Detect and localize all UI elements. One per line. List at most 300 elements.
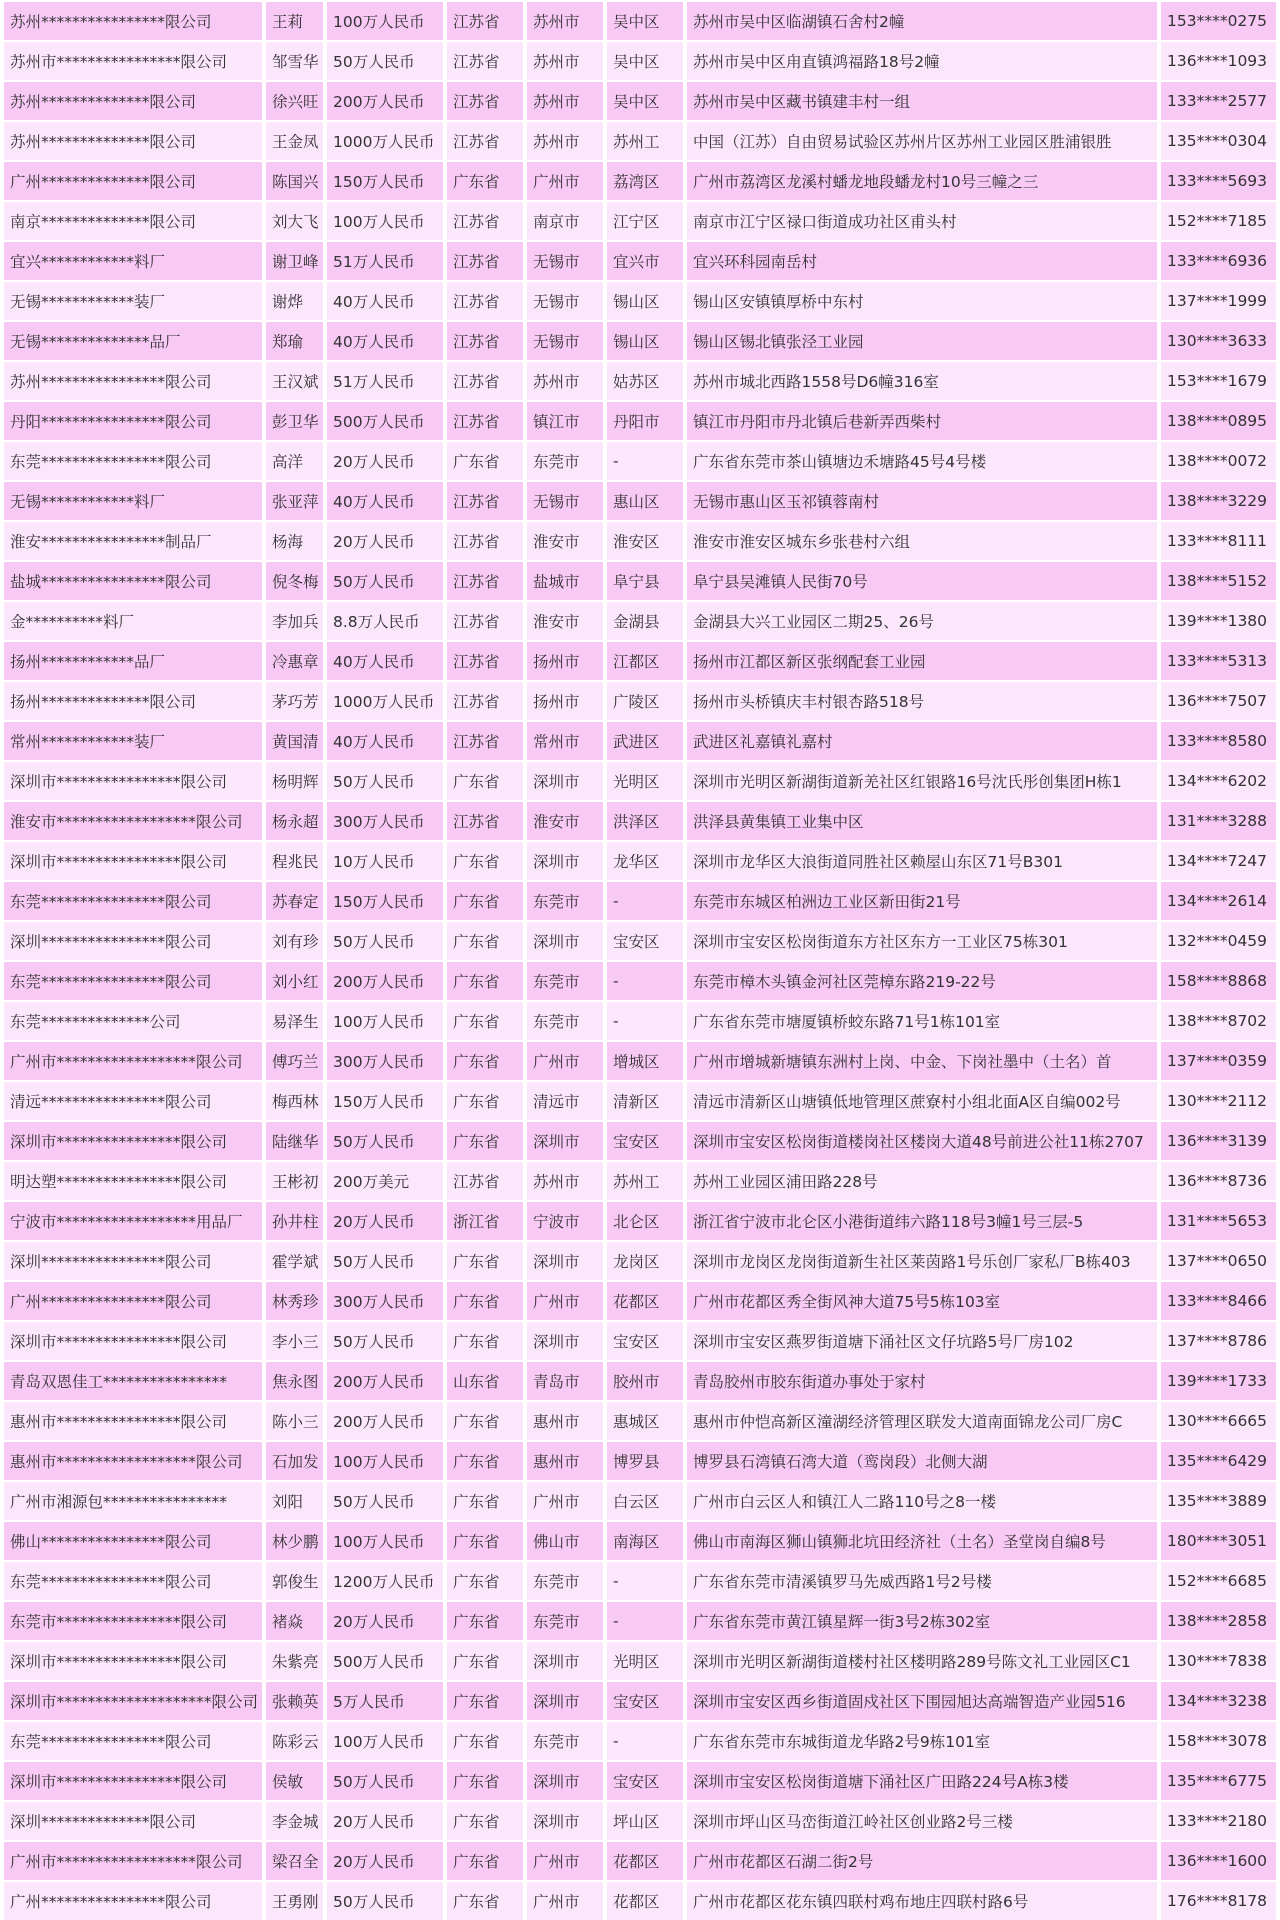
province-cell: 广东省 (447, 1442, 523, 1480)
address-cell: 淮安市淮安区城东乡张巷村六组 (687, 522, 1157, 560)
province-cell: 江苏省 (447, 322, 523, 360)
district-cell: 光明区 (607, 1642, 683, 1680)
legal-person-cell: 张亚萍 (266, 482, 323, 520)
address-cell: 广东省东莞市清溪镇罗马先威西路1号2号楼 (687, 1562, 1157, 1600)
legal-person-cell: 褚焱 (266, 1602, 323, 1640)
registered-capital-cell: 1000万人民币 (327, 682, 443, 720)
district-cell: 清新区 (607, 1082, 683, 1120)
province-cell: 江苏省 (447, 722, 523, 760)
province-cell: 广东省 (447, 1562, 523, 1600)
legal-person-cell: 王汉斌 (266, 362, 323, 400)
address-cell: 深圳市光明区新湖街道新羌社区红银路16号沈氏彤创集团H栋1 (687, 762, 1157, 800)
address-cell: 扬州市江都区新区张纲配套工业园 (687, 642, 1157, 680)
city-cell: 深圳市 (527, 922, 603, 960)
city-cell: 广州市 (527, 1882, 603, 1920)
table-row (4, 802, 1276, 840)
address-cell: 阜宁县吴滩镇人民街70号 (687, 562, 1157, 600)
province-cell: 江苏省 (447, 1162, 523, 1200)
table-row (4, 1202, 1276, 1240)
table-row (4, 1642, 1276, 1680)
table-row (4, 1722, 1276, 1760)
city-cell: 淮安市 (527, 802, 603, 840)
address-cell: 广州市增城新塘镇东洲村上岗、中金、下岗社墨中（土名）首 (687, 1042, 1157, 1080)
address-cell: 深圳市光明区新湖街道楼村社区楼明路289号陈文礼工业园区C1 (687, 1642, 1157, 1680)
legal-person-cell: 彭卫华 (266, 402, 323, 440)
province-cell: 广东省 (447, 1482, 523, 1520)
province-cell: 江苏省 (447, 682, 523, 720)
legal-person-cell: 刘有珍 (266, 922, 323, 960)
company-name-cell: 深圳市********************限公司 (4, 1682, 262, 1720)
registered-capital-cell: 1200万人民币 (327, 1562, 443, 1600)
legal-person-cell: 黄国清 (266, 722, 323, 760)
company-name-cell: 东莞**************公司 (4, 1002, 262, 1040)
company-name-cell: 苏州市****************限公司 (4, 42, 262, 80)
phone-cell: 137****1999 (1161, 282, 1276, 320)
district-cell: - (607, 1602, 683, 1640)
phone-cell: 138****5152 (1161, 562, 1276, 600)
legal-person-cell: 高洋 (266, 442, 323, 480)
phone-cell: 158****3078 (1161, 1722, 1276, 1760)
province-cell: 江苏省 (447, 642, 523, 680)
province-cell: 广东省 (447, 762, 523, 800)
registered-capital-cell: 20万人民币 (327, 1202, 443, 1240)
legal-person-cell: 石加发 (266, 1442, 323, 1480)
registered-capital-cell: 50万人民币 (327, 42, 443, 80)
district-cell: 博罗县 (607, 1442, 683, 1480)
table-row (4, 1482, 1276, 1520)
city-cell: 东莞市 (527, 442, 603, 480)
phone-cell: 131****5653 (1161, 1202, 1276, 1240)
legal-person-cell: 王莉 (266, 2, 323, 40)
company-name-cell: 深圳**************限公司 (4, 1802, 262, 1840)
table-row (4, 122, 1276, 160)
registered-capital-cell: 20万人民币 (327, 522, 443, 560)
city-cell: 苏州市 (527, 82, 603, 120)
legal-person-cell: 陈国兴 (266, 162, 323, 200)
district-cell: 增城区 (607, 1042, 683, 1080)
address-cell: 清远市清新区山塘镇低地管理区蔗寮村小组北面A区自编002号 (687, 1082, 1157, 1120)
district-cell: 宝安区 (607, 922, 683, 960)
address-cell: 惠州市仲恺高新区潼湖经济管理区联发大道南面锦龙公司厂房C (687, 1402, 1157, 1440)
address-cell: 南京市江宁区禄口街道成功社区甫头村 (687, 202, 1157, 240)
legal-person-cell: 霍学斌 (266, 1242, 323, 1280)
phone-cell: 137****0359 (1161, 1042, 1276, 1080)
table-row (4, 842, 1276, 880)
company-name-cell: 扬州**************限公司 (4, 682, 262, 720)
district-cell: 光明区 (607, 762, 683, 800)
registered-capital-cell: 40万人民币 (327, 722, 443, 760)
registered-capital-cell: 51万人民币 (327, 242, 443, 280)
table-row (4, 1602, 1276, 1640)
company-name-cell: 金**********料厂 (4, 602, 262, 640)
company-name-cell: 南京**************限公司 (4, 202, 262, 240)
city-cell: 淮安市 (527, 522, 603, 560)
phone-cell: 136****1600 (1161, 1842, 1276, 1880)
phone-cell: 152****7185 (1161, 202, 1276, 240)
registered-capital-cell: 100万人民币 (327, 1722, 443, 1760)
phone-cell: 138****8702 (1161, 1002, 1276, 1040)
phone-cell: 130****2112 (1161, 1082, 1276, 1120)
registered-capital-cell: 100万人民币 (327, 2, 443, 40)
company-name-cell: 深圳市****************限公司 (4, 1642, 262, 1680)
district-cell: 金湖县 (607, 602, 683, 640)
company-name-cell: 明达塑****************限公司 (4, 1162, 262, 1200)
province-cell: 广东省 (447, 1322, 523, 1360)
address-cell: 锡山区安镇镇厚桥中东村 (687, 282, 1157, 320)
address-cell: 深圳市龙岗区龙岗街道新生社区莱茵路1号乐创厂家私厂B栋403 (687, 1242, 1157, 1280)
registered-capital-cell: 150万人民币 (327, 882, 443, 920)
phone-cell: 135****6429 (1161, 1442, 1276, 1480)
city-cell: 扬州市 (527, 682, 603, 720)
district-cell: 惠城区 (607, 1402, 683, 1440)
phone-cell: 158****8868 (1161, 962, 1276, 1000)
address-cell: 武进区礼嘉镇礼嘉村 (687, 722, 1157, 760)
district-cell: 淮安区 (607, 522, 683, 560)
table-row (4, 1242, 1276, 1280)
province-cell: 广东省 (447, 1602, 523, 1640)
phone-cell: 152****6685 (1161, 1562, 1276, 1600)
address-cell: 宜兴环科园南岳村 (687, 242, 1157, 280)
phone-cell: 136****8736 (1161, 1162, 1276, 1200)
company-name-cell: 淮安市******************限公司 (4, 802, 262, 840)
legal-person-cell: 陆继华 (266, 1122, 323, 1160)
city-cell: 东莞市 (527, 1722, 603, 1760)
registered-capital-cell: 50万人民币 (327, 562, 443, 600)
province-cell: 广东省 (447, 1802, 523, 1840)
province-cell: 江苏省 (447, 562, 523, 600)
district-cell: 荔湾区 (607, 162, 683, 200)
phone-cell: 136****7507 (1161, 682, 1276, 720)
registered-capital-cell: 40万人民币 (327, 322, 443, 360)
city-cell: 深圳市 (527, 762, 603, 800)
legal-person-cell: 杨明辉 (266, 762, 323, 800)
table-row (4, 402, 1276, 440)
province-cell: 浙江省 (447, 1202, 523, 1240)
district-cell: 丹阳市 (607, 402, 683, 440)
company-name-cell: 深圳市****************限公司 (4, 842, 262, 880)
legal-person-cell: 刘大飞 (266, 202, 323, 240)
phone-cell: 133****8466 (1161, 1282, 1276, 1320)
city-cell: 苏州市 (527, 1162, 603, 1200)
company-name-cell: 佛山****************限公司 (4, 1522, 262, 1560)
registered-capital-cell: 5万人民币 (327, 1682, 443, 1720)
district-cell: 北仑区 (607, 1202, 683, 1240)
province-cell: 广东省 (447, 962, 523, 1000)
table-row (4, 442, 1276, 480)
company-name-cell: 丹阳****************限公司 (4, 402, 262, 440)
company-name-cell: 广州市湘源包**************** (4, 1482, 262, 1520)
legal-person-cell: 郑瑜 (266, 322, 323, 360)
table-row (4, 642, 1276, 680)
table-row (4, 242, 1276, 280)
province-cell: 广东省 (447, 1002, 523, 1040)
city-cell: 深圳市 (527, 1322, 603, 1360)
table-row (4, 1122, 1276, 1160)
province-cell: 广东省 (447, 1522, 523, 1560)
address-cell: 广东省东莞市东城街道龙华路2号9栋101室 (687, 1722, 1157, 1760)
address-cell: 锡山区锡北镇张泾工业园 (687, 322, 1157, 360)
province-cell: 广东省 (447, 1082, 523, 1120)
address-cell: 东莞市东城区柏洲边工业区新田街21号 (687, 882, 1157, 920)
legal-person-cell: 易泽生 (266, 1002, 323, 1040)
address-cell: 苏州市城北西路1558号D6幢316室 (687, 362, 1157, 400)
address-cell: 深圳市宝安区松岗街道楼岗社区楼岗大道48号前进公社11栋2707 (687, 1122, 1157, 1160)
table-row (4, 1002, 1276, 1040)
district-cell: 吴中区 (607, 42, 683, 80)
registered-capital-cell: 20万人民币 (327, 442, 443, 480)
company-name-cell: 惠州市******************限公司 (4, 1442, 262, 1480)
company-name-cell: 扬州************品厂 (4, 642, 262, 680)
city-cell: 无锡市 (527, 322, 603, 360)
city-cell: 镇江市 (527, 402, 603, 440)
address-cell: 无锡市惠山区玉祁镇蓉南村 (687, 482, 1157, 520)
registered-capital-cell: 50万人民币 (327, 922, 443, 960)
legal-person-cell: 梁召全 (266, 1842, 323, 1880)
province-cell: 广东省 (447, 1282, 523, 1320)
company-name-cell: 淮安****************制品厂 (4, 522, 262, 560)
legal-person-cell: 刘小红 (266, 962, 323, 1000)
legal-person-cell: 刘阳 (266, 1482, 323, 1520)
province-cell: 江苏省 (447, 282, 523, 320)
phone-cell: 133****2180 (1161, 1802, 1276, 1840)
address-cell: 东莞市樟木头镇金河社区莞樟东路219-22号 (687, 962, 1157, 1000)
company-name-cell: 东莞市****************限公司 (4, 1602, 262, 1640)
table-row (4, 2, 1276, 40)
address-cell: 广州市花都区秀全街风神大道75号5栋103室 (687, 1282, 1157, 1320)
company-name-cell: 深圳****************限公司 (4, 1242, 262, 1280)
registered-capital-cell: 50万人民币 (327, 1322, 443, 1360)
phone-cell: 180****3051 (1161, 1522, 1276, 1560)
district-cell: 龙岗区 (607, 1242, 683, 1280)
phone-cell: 133****5693 (1161, 162, 1276, 200)
phone-cell: 133****2577 (1161, 82, 1276, 120)
province-cell: 广东省 (447, 1402, 523, 1440)
address-cell: 洪泽县黄集镇工业集中区 (687, 802, 1157, 840)
company-name-cell: 东莞****************限公司 (4, 442, 262, 480)
phone-cell: 130****6665 (1161, 1402, 1276, 1440)
phone-cell: 135****0304 (1161, 122, 1276, 160)
company-name-cell: 东莞****************限公司 (4, 1562, 262, 1600)
district-cell: 苏州工 (607, 1162, 683, 1200)
address-cell: 苏州市吴中区甪直镇鸿福路18号2幢 (687, 42, 1157, 80)
address-cell: 扬州市头桥镇庆丰村银杏路518号 (687, 682, 1157, 720)
province-cell: 江苏省 (447, 602, 523, 640)
city-cell: 清远市 (527, 1082, 603, 1120)
address-cell: 广州市花都区石湖二街2号 (687, 1842, 1157, 1880)
registered-capital-cell: 100万人民币 (327, 1442, 443, 1480)
district-cell: - (607, 882, 683, 920)
district-cell: 坪山区 (607, 1802, 683, 1840)
address-cell: 博罗县石湾镇石湾大道（鸾岗段）北侧大湖 (687, 1442, 1157, 1480)
address-cell: 深圳市宝安区松岗街道东方社区东方一工业区75栋301 (687, 922, 1157, 960)
district-cell: 宝安区 (607, 1682, 683, 1720)
province-cell: 广东省 (447, 842, 523, 880)
company-name-cell: 深圳市****************限公司 (4, 1762, 262, 1800)
registered-capital-cell: 8.8万人民币 (327, 602, 443, 640)
company-name-cell: 苏州****************限公司 (4, 2, 262, 40)
phone-cell: 133****6936 (1161, 242, 1276, 280)
legal-person-cell: 陈彩云 (266, 1722, 323, 1760)
registered-capital-cell: 50万人民币 (327, 1242, 443, 1280)
district-cell: 吴中区 (607, 82, 683, 120)
district-cell: 姑苏区 (607, 362, 683, 400)
district-cell: 洪泽区 (607, 802, 683, 840)
company-name-cell: 清远****************限公司 (4, 1082, 262, 1120)
phone-cell: 139****1733 (1161, 1362, 1276, 1400)
address-cell: 浙江省宁波市北仑区小港街道纬六路118号3幢1号三层-5 (687, 1202, 1157, 1240)
registered-capital-cell: 40万人民币 (327, 642, 443, 680)
company-name-cell: 宁波市******************用品厂 (4, 1202, 262, 1240)
address-cell: 青岛胶州市胶东街道办事处于家村 (687, 1362, 1157, 1400)
phone-cell: 135****6775 (1161, 1762, 1276, 1800)
legal-person-cell: 朱紫亮 (266, 1642, 323, 1680)
registered-capital-cell: 10万人民币 (327, 842, 443, 880)
table-row (4, 82, 1276, 120)
district-cell: - (607, 442, 683, 480)
legal-person-cell: 冷惠章 (266, 642, 323, 680)
city-cell: 东莞市 (527, 1562, 603, 1600)
district-cell: 广陵区 (607, 682, 683, 720)
table-row (4, 562, 1276, 600)
table-row (4, 1282, 1276, 1320)
table-row (4, 42, 1276, 80)
registered-capital-cell: 200万人民币 (327, 1402, 443, 1440)
city-cell: 无锡市 (527, 482, 603, 520)
legal-person-cell: 程兆民 (266, 842, 323, 880)
table-row (4, 1882, 1276, 1920)
phone-cell: 130****7838 (1161, 1642, 1276, 1680)
phone-cell: 138****2858 (1161, 1602, 1276, 1640)
phone-cell: 176****8178 (1161, 1882, 1276, 1920)
district-cell: - (607, 1722, 683, 1760)
address-cell: 镇江市丹阳市丹北镇后巷新弄西柴村 (687, 402, 1157, 440)
table-row (4, 1762, 1276, 1800)
city-cell: 深圳市 (527, 842, 603, 880)
province-cell: 江苏省 (447, 362, 523, 400)
company-name-cell: 宜兴************料厂 (4, 242, 262, 280)
table-row (4, 1842, 1276, 1880)
phone-cell: 138****0072 (1161, 442, 1276, 480)
phone-cell: 133****8580 (1161, 722, 1276, 760)
city-cell: 无锡市 (527, 242, 603, 280)
phone-cell: 133****8111 (1161, 522, 1276, 560)
registered-capital-cell: 40万人民币 (327, 482, 443, 520)
table-row (4, 962, 1276, 1000)
table-row (4, 322, 1276, 360)
province-cell: 广东省 (447, 1722, 523, 1760)
table-row (4, 1322, 1276, 1360)
province-cell: 江苏省 (447, 402, 523, 440)
phone-cell: 130****3633 (1161, 322, 1276, 360)
registered-capital-cell: 1000万人民币 (327, 122, 443, 160)
address-cell: 广东省东莞市塘厦镇桥蛟东路71号1栋101室 (687, 1002, 1157, 1040)
phone-cell: 135****3889 (1161, 1482, 1276, 1520)
legal-person-cell: 郭俊生 (266, 1562, 323, 1600)
table-row (4, 282, 1276, 320)
registered-capital-cell: 500万人民币 (327, 1642, 443, 1680)
legal-person-cell: 傅巧兰 (266, 1042, 323, 1080)
address-cell: 深圳市坪山区马峦街道江岭社区创业路2号三楼 (687, 1802, 1157, 1840)
province-cell: 广东省 (447, 1882, 523, 1920)
company-name-cell: 广州****************限公司 (4, 1282, 262, 1320)
phone-cell: 137****0650 (1161, 1242, 1276, 1280)
legal-person-cell: 林少鹏 (266, 1522, 323, 1560)
table-row (4, 1802, 1276, 1840)
company-name-cell: 广州市******************限公司 (4, 1042, 262, 1080)
province-cell: 广东省 (447, 1842, 523, 1880)
registered-capital-cell: 300万人民币 (327, 1282, 443, 1320)
legal-person-cell: 梅西林 (266, 1082, 323, 1120)
legal-person-cell: 侯敏 (266, 1762, 323, 1800)
table-row (4, 1682, 1276, 1720)
company-name-cell: 无锡************装厂 (4, 282, 262, 320)
registered-capital-cell: 50万人民币 (327, 1762, 443, 1800)
company-name-cell: 广州**************限公司 (4, 162, 262, 200)
city-cell: 南京市 (527, 202, 603, 240)
district-cell: 阜宁县 (607, 562, 683, 600)
company-name-cell: 东莞****************限公司 (4, 882, 262, 920)
company-name-cell: 常州************装厂 (4, 722, 262, 760)
registered-capital-cell: 150万人民币 (327, 162, 443, 200)
legal-person-cell: 王勇刚 (266, 1882, 323, 1920)
address-cell: 广东省东莞市茶山镇塘边禾塘路45号4号楼 (687, 442, 1157, 480)
company-name-cell: 无锡**************品厂 (4, 322, 262, 360)
phone-cell: 138****0895 (1161, 402, 1276, 440)
district-cell: 苏州工 (607, 122, 683, 160)
company-name-cell: 苏州**************限公司 (4, 122, 262, 160)
city-cell: 广州市 (527, 1042, 603, 1080)
company-name-cell: 深圳市****************限公司 (4, 1122, 262, 1160)
address-cell: 广州市花都区花东镇四联村鸡布地庄四联村路6号 (687, 1882, 1157, 1920)
phone-cell: 139****1380 (1161, 602, 1276, 640)
phone-cell: 136****3139 (1161, 1122, 1276, 1160)
legal-person-cell: 林秀珍 (266, 1282, 323, 1320)
province-cell: 广东省 (447, 162, 523, 200)
table-row (4, 1362, 1276, 1400)
district-cell: 宜兴市 (607, 242, 683, 280)
address-cell: 广东省东莞市黄江镇星辉一街3号2栋302室 (687, 1602, 1157, 1640)
city-cell: 东莞市 (527, 962, 603, 1000)
city-cell: 惠州市 (527, 1402, 603, 1440)
table-row (4, 482, 1276, 520)
city-cell: 深圳市 (527, 1762, 603, 1800)
legal-person-cell: 李加兵 (266, 602, 323, 640)
company-name-cell: 苏州**************限公司 (4, 82, 262, 120)
legal-person-cell: 徐兴旺 (266, 82, 323, 120)
legal-person-cell: 谢烨 (266, 282, 323, 320)
address-cell: 佛山市南海区狮山镇狮北坑田经济社（土名）圣堂岗自编8号 (687, 1522, 1157, 1560)
city-cell: 青岛市 (527, 1362, 603, 1400)
phone-cell: 131****3288 (1161, 802, 1276, 840)
phone-cell: 134****6202 (1161, 762, 1276, 800)
province-cell: 江苏省 (447, 242, 523, 280)
registered-capital-cell: 300万人民币 (327, 1042, 443, 1080)
company-name-cell: 惠州市****************限公司 (4, 1402, 262, 1440)
table-row (4, 722, 1276, 760)
table-row (4, 162, 1276, 200)
registered-capital-cell: 51万人民币 (327, 362, 443, 400)
registered-capital-cell: 200万人民币 (327, 82, 443, 120)
district-cell: 南海区 (607, 1522, 683, 1560)
table-row (4, 922, 1276, 960)
city-cell: 广州市 (527, 1842, 603, 1880)
city-cell: 佛山市 (527, 1522, 603, 1560)
address-cell: 深圳市龙华区大浪街道同胜社区赖屋山东区71号B301 (687, 842, 1157, 880)
city-cell: 深圳市 (527, 1242, 603, 1280)
district-cell: 龙华区 (607, 842, 683, 880)
city-cell: 苏州市 (527, 2, 603, 40)
table-row (4, 762, 1276, 800)
